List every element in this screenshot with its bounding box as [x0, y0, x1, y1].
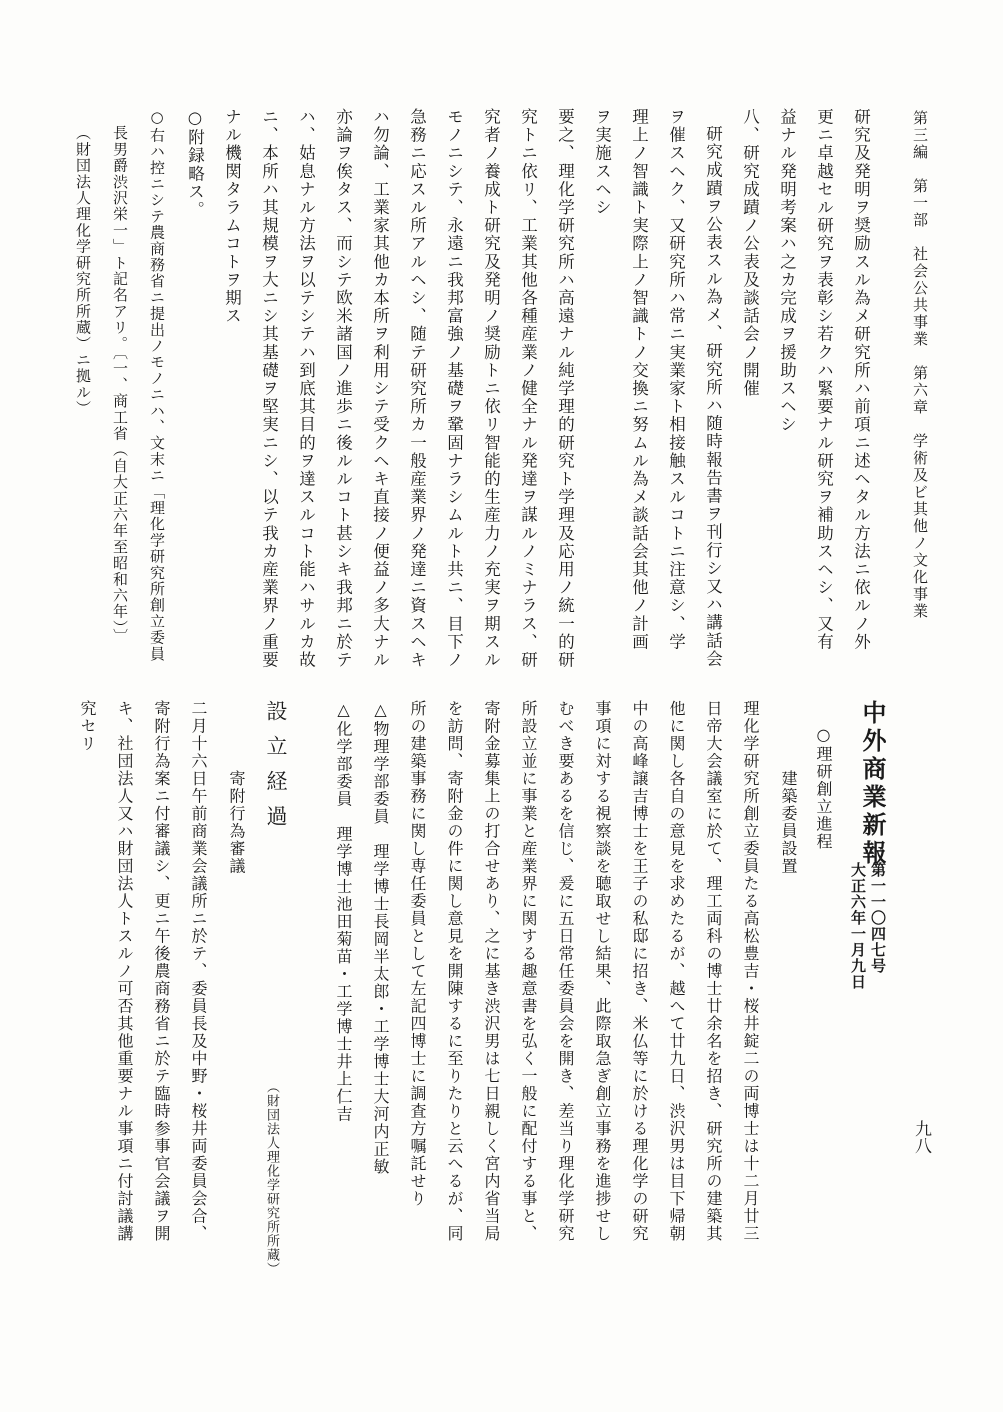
editorial-note-line: （財団法人理化学研究所所蔵）ニ拠ル）	[74, 125, 92, 417]
committee-member-line: △化学部委員 理学博士池田菊苗・工学博士井上仁吉	[334, 700, 353, 1123]
text-line: キ、社団法人又ハ財団法人トスルノ可否其他重要ナル事項ニ付討議講	[115, 700, 134, 1243]
text-line: 事項に対する視察談を聴取せし結果、此際取急ぎ創立事務を進捗せし	[593, 700, 612, 1243]
text-line: モノニシテ、永遠ニ我邦富強ノ基礎ヲ鞏固ナラシムルト共ニ、目下ノ	[444, 108, 464, 670]
text-line: 日帝大会議室に於て、理工両科の博士廿余名を招き、研究所の建築其	[704, 700, 723, 1243]
text-line: 急務ニ応スル所アルヘシ、随テ研究所カ一般産業界ノ発達ニ資スヘキ	[407, 108, 427, 670]
text-line: 更ニ卓越セル研究ヲ表彰シ若クハ緊要ナル研究ヲ補助スヘシ、又有	[814, 108, 834, 651]
text-line: 中の高峰譲吉博士を王子の私邸に招き、米仏等に於ける理化学の研究	[630, 700, 649, 1243]
text-line: むべき要あるを信じ、爰に五日常任委員会を開き、差当り理化学研究	[556, 700, 575, 1243]
text-line: ナル機関タラムコトヲ期ス	[222, 108, 242, 326]
section-item-heading: 八、研究成蹟ノ公表及談話会ノ開催	[740, 108, 760, 398]
text-line: 研究及発明ヲ奨励スル為メ研究所ハ前項ニ述ヘタル方法ニ依ルノ外	[851, 108, 871, 651]
article-subheading: 建築委員設置	[779, 770, 798, 875]
appendix-note: ○附録略ス。	[185, 108, 205, 220]
issue-number: 第一一〇四七号	[869, 862, 887, 974]
page-number: 九八	[911, 1120, 931, 1154]
text-line: 寄附行為案ニ付審議シ、更ニ午後農商務省ニ於テ臨時参事官会議ヲ開	[152, 700, 171, 1243]
text-line: ハ、姑息ナル方法ヲ以テシテハ到底其目的ヲ達スルコト能ハサルカ故	[296, 108, 316, 670]
text-line: を訪問、寄附金の件に関し意見を開陳するに至りたりと云へるが、同	[445, 700, 464, 1243]
text-line: 究トニ依リ、工業其他各種産業ノ健全ナル発達ヲ謀ルノミナラス、研	[518, 108, 538, 670]
text-line: 亦論ヲ俟タス、而シテ欧米諸国ノ進歩ニ後ルルコト甚シキ我邦ニ於テ	[333, 108, 353, 670]
text-line: 他に関し各自の意見を求めたるが、越へて廿九日、渋沢男は目下帰朝	[667, 700, 686, 1243]
text-line: 二月十六日午前商業会議所ニ於テ、委員長及中野・桜井両委員会合、	[189, 700, 208, 1243]
text-line: ニ、本所ハ其規模ヲ大ニシ其基礎ヲ堅実ニシ、以テ我カ産業界ノ重要	[259, 108, 279, 670]
newspaper-title: 中外商業新報	[858, 700, 887, 868]
text-line: 所設立並に事業と産業界に関する趣意書を弘く一般に配付する事と、	[519, 700, 538, 1243]
text-line: 研究成蹟ヲ公表スル為メ、研究所ハ随時報告書ヲ刊行シ又ハ講話会	[703, 125, 723, 668]
text-line: ハ勿論、工業家其他カ本所ヲ利用シテ受クヘキ直接ノ便益ノ多大ナル	[370, 108, 390, 670]
section-heading: 設立経過	[264, 700, 288, 840]
text-line: 理化学研究所創立委員たる高松豊吉・桜井錠二の両博士は十二月廿三	[741, 700, 760, 1243]
text-line: ヲ催スヘク、又研究所ハ常ニ実業家ト相接触スルコトニ注意シ、学	[666, 108, 686, 651]
text-line: 究セリ	[78, 700, 97, 753]
issue-date: 大正六年一月九日	[849, 862, 867, 990]
text-line: 益ナル発明考案ハ之カ完成ヲ援助スヘシ	[777, 108, 797, 434]
text-line: 寄附金募集上の打合せあり、之に基き渋沢男は七日親しく宮内省当局	[482, 700, 501, 1243]
running-header: 第三編 第一部 社会公共事業 第六章 学術及ビ其他ノ文化事業	[911, 110, 929, 620]
text-line: 要之、理化学研究所ハ高遠ナル純学理的研究ト学理及応用ノ統一的研	[555, 108, 575, 670]
subsection-heading: 寄附行為審議	[227, 770, 246, 875]
article-title: ○理研創立進程	[814, 725, 833, 851]
source-note: （財団法人理化学研究所所蔵）	[264, 1080, 279, 1276]
text-line: 究者ノ養成ト研究及発明ノ奨励トニ依リ智能的生産力ノ充実ヲ期スル	[481, 108, 501, 670]
editorial-note-line: 長男爵渋沢栄一」ト記名アリ。〔一、商工省（自大正六年至昭和六年）〕	[111, 125, 129, 645]
committee-member-line: △物理学部委員 理学博士長岡半太郎・工学博士大河内正敏	[371, 700, 390, 1176]
text-line: 理上ノ智識ト実際上ノ智識トノ交換ニ努ムル為メ談話会其他ノ計画	[629, 108, 649, 651]
editorial-note-line: ○右ハ控ニシテ農商務省ニ提出ノモノニハ、文末ニ「理化学研究所創立委員	[148, 108, 166, 662]
text-line: 所の建築事務に関し専任委員として左記四博士に調査方嘱託せり	[408, 700, 427, 1208]
text-line: ヲ実施スヘシ	[592, 108, 612, 217]
